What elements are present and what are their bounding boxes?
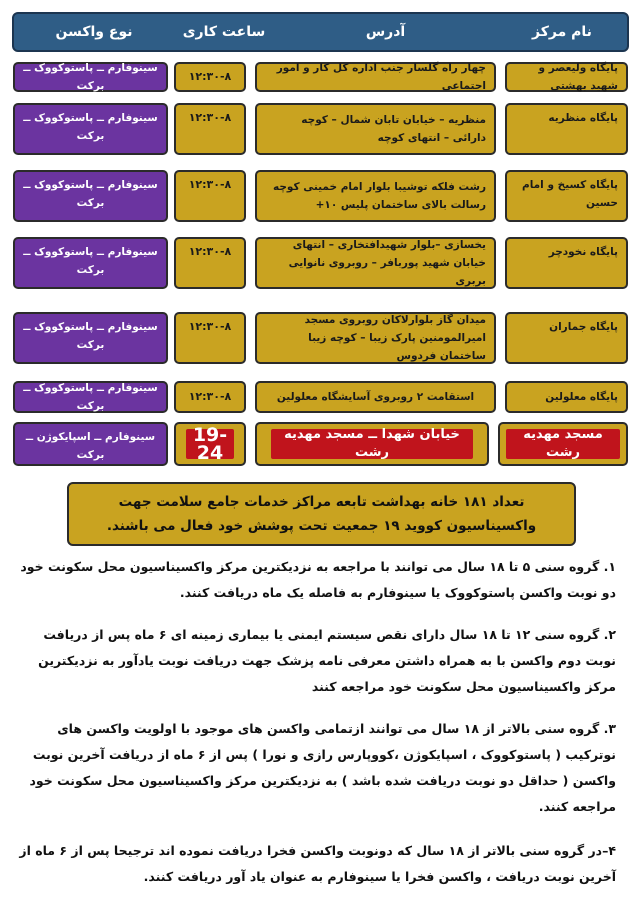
row-3-hours: ۱۲:۳۰-۸ — [174, 170, 246, 222]
table-header — [12, 12, 629, 52]
row-3-center: پایگاه کسیخ و امام حسین — [505, 170, 628, 222]
row-4-address: یخسازی –بلوار شهیدافتخاری – انتهای خیابان شهید پوربافر – روبروی نانوایی بربری — [255, 237, 496, 289]
row-3-address: رشت فلکه توشیبا بلوار امام خمینی کوچه رسالت بالای ساختمان پلیس ۱۰+ — [255, 170, 496, 222]
row-2-hours: ۱۲:۳۰-۸ — [174, 103, 246, 155]
row-5-address: میدان گاز بلوارلاکان روبروی مسجد امیرالمومنین پارک زیبا – کوچه زیبا ساختمان فردوس — [255, 312, 496, 364]
row-1-hours: ۱۲:۳۰-۸ — [174, 62, 246, 92]
special-row-vaccine: سینوفارم ــ اسپایکوژن ــ برکت — [13, 422, 168, 466]
special-row-center: مسجد مهدیه رشت — [506, 429, 620, 459]
row-1-vaccine: سینوفارم ــ پاستوکووک ــ برکت — [13, 62, 168, 92]
paragraph-3: ۳. گروه سنی بالاتر از ۱۸ سال می توانند ازتمامی واکسن های موجود با اولویت واکسن های نوترکیب ( پاستوکووک ، اسپایکوژن ،کووپارس رازی و نورا ) پس از ۶ ماه از دریافت آخرین نوبت واکسن ( حداقل دو نوبت دریافت شده باشد ) به نزدیکترین مرکز واکسیناسیون محل سکونت خود مراجعه کنند. — [29, 721, 616, 814]
special-row-center-box — [498, 422, 628, 466]
row-1-center: پایگاه ولیعصر و شهید بهشتی — [505, 62, 628, 92]
row-1-address: چهار راه گلسار جنب اداره کل کار و امور اجتماعی — [255, 62, 496, 92]
row-5-hours: ۱۲:۳۰-۸ — [174, 312, 246, 364]
row-5-vaccine: سینوفارم ــ پاستوکووک ــ برکت — [13, 312, 168, 364]
paragraph-2: ۲. گروه سنی ۱۲ تا ۱۸ سال دارای نقص سیستم ایمنی یا بیماری زمینه ای ۶ ماه پس از دریافت نوبت دوم واکسن با به همراه داشتن معرفی نامه پزشک جهت دریافت نوبت یادآور به نزدیکترین مرکز واکسیناسیون محل سکونت خود مراجعه کنند — [38, 627, 616, 694]
special-row-hours-box — [174, 422, 246, 466]
paragraph-4: ۴–در گروه سنی بالاتر از ۱۸ سال که دونوبت واکسن فخرا دریافت نموده اند ترجیحا پس از ۶ ماه از آخرین نوبت دریافت ، واکسن فخرا یا سینوفارم به عنوان یاد آور دریافت کنند. — [19, 843, 616, 884]
row-6-vaccine: سینوفارم ــ پاستوکووک ــ برکت — [13, 381, 168, 413]
row-6-address: استقامت ۲ روبروی آسایشگاه معلولین — [255, 381, 496, 413]
special-row-address: خیابان شهدا ــ مسجد مهدیه رشت — [271, 429, 473, 459]
row-2-address: منظریه – خیابان تابان شمال – کوچه دارائی – انتهای کوچه — [255, 103, 496, 155]
paragraph-1: ۱. گروه سنی ۵ تا ۱۸ سال می توانند با مراجعه به نزدیکترین مرکز واکسیناسیون محل سکونت خود دو نوبت واکسن پاستوکووک یا سینوفارم به فاصله یک ماه دریافت کنند. — [20, 559, 616, 600]
row-6-hours: ۱۲:۳۰-۸ — [174, 381, 246, 413]
health-houses-note: تعداد ۱۸۱ خانه بهداشت تابعه مراکز خدمات جامع سلامت جهت واکسیناسیون کووید ۱۹ جمعیت تحت پوشش خود فعال می باشند. — [67, 482, 576, 546]
row-5-center: پایگاه جماران — [505, 312, 628, 364]
header-center-name: نام مرکز — [532, 24, 592, 40]
header-hours: ساعت کاری — [182, 24, 266, 40]
row-2-center: پایگاه منظریه — [505, 103, 628, 155]
row-4-hours: ۱۲:۳۰-۸ — [174, 237, 246, 289]
header-address: آدرس — [365, 24, 406, 40]
row-4-center: پایگاه نخودچر — [505, 237, 628, 289]
row-6-center: پایگاه معلولین — [505, 381, 628, 413]
row-2-vaccine: سینوفارم ــ پاستوکووک ــ برکت — [13, 103, 168, 155]
row-4-vaccine: سینوفارم ــ پاستوکووک ــ برکت — [13, 237, 168, 289]
special-row-hours: 19-24 — [186, 429, 234, 459]
row-3-vaccine: سینوفارم ــ پاستوکووک ــ برکت — [13, 170, 168, 222]
special-row-address-box — [255, 422, 489, 466]
header-vaccine-type: نوع واکسن — [55, 24, 133, 40]
